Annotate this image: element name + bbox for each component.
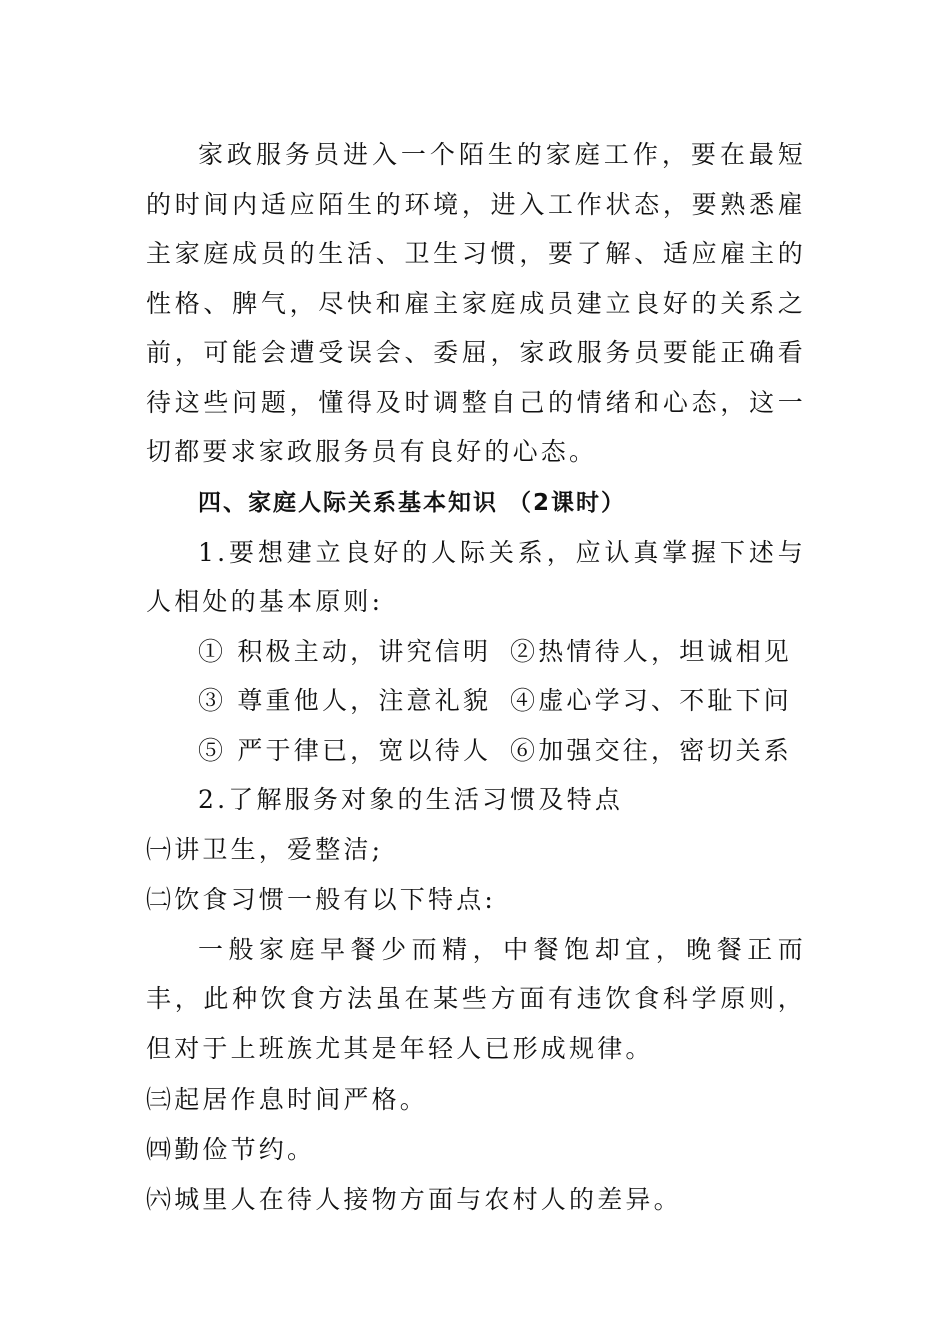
principle-6: ⑥加强交往，密切关系 [510, 735, 793, 765]
principle-4: ④虚心学习、不耻下问 [510, 686, 793, 715]
sub-item-2: ㈡饮食习惯一般有以下特点: [146, 884, 497, 914]
principle-1: ① 积极主动，讲究信明 [198, 636, 492, 666]
principle-2: ②热情待人，坦诚相见 [510, 636, 793, 666]
item2-intro: 2.了解服务对象的生活习惯及特点 [198, 785, 624, 814]
section-heading: 四、家庭人际关系基本知识 （2课时） [198, 489, 627, 516]
sub-item-4: ㈣勤俭节约。 [146, 1135, 316, 1164]
intro-paragraph: 家政服务员进入一个陌生的家庭工作，要在最短的时间内适应陌生的环境，进入工作状态，要熟悉雇主家庭成员的生活、卫生习惯，要了解、适应雇主的性格、脾气，尽快和雇主家庭成员建立良好的关系之前，可能会遭受误会、委屈，家政服务员要能正确看待这些问题，懂得及时调整自己的情绪和心态，这一切都要求家政服务员有良好的心态。 [146, 140, 806, 466]
principles-row-3 [146, 726, 806, 776]
principles-row-1 [146, 627, 806, 677]
principle-5: ⑤ 严于律已，宽以待人 [198, 735, 492, 765]
principles-row-2 [146, 676, 806, 726]
sub-item-6: ㈥城里人在待人接物方面与农村人的差异。 [146, 1185, 682, 1214]
item1-intro: 1.要想建立良好的人际关系，应认真掌握下述与人相处的基本原则: [146, 537, 806, 616]
principle-3: ③ 尊重他人，注意礼貌 [198, 686, 492, 715]
document-page [146, 126, 806, 1225]
sub-item-1: ㈠讲卫生，爱整洁; [146, 834, 384, 864]
sub-item-3: ㈢起居作息时间严格。 [146, 1085, 429, 1114]
sub-item-2-detail: 一般家庭早餐少而精，中餐饱却宜，晚餐正而丰，此种饮食方法虽在某些方面有违饮食科学原则，但对于上班族尤其是年轻人已形成规律。 [146, 934, 806, 1063]
